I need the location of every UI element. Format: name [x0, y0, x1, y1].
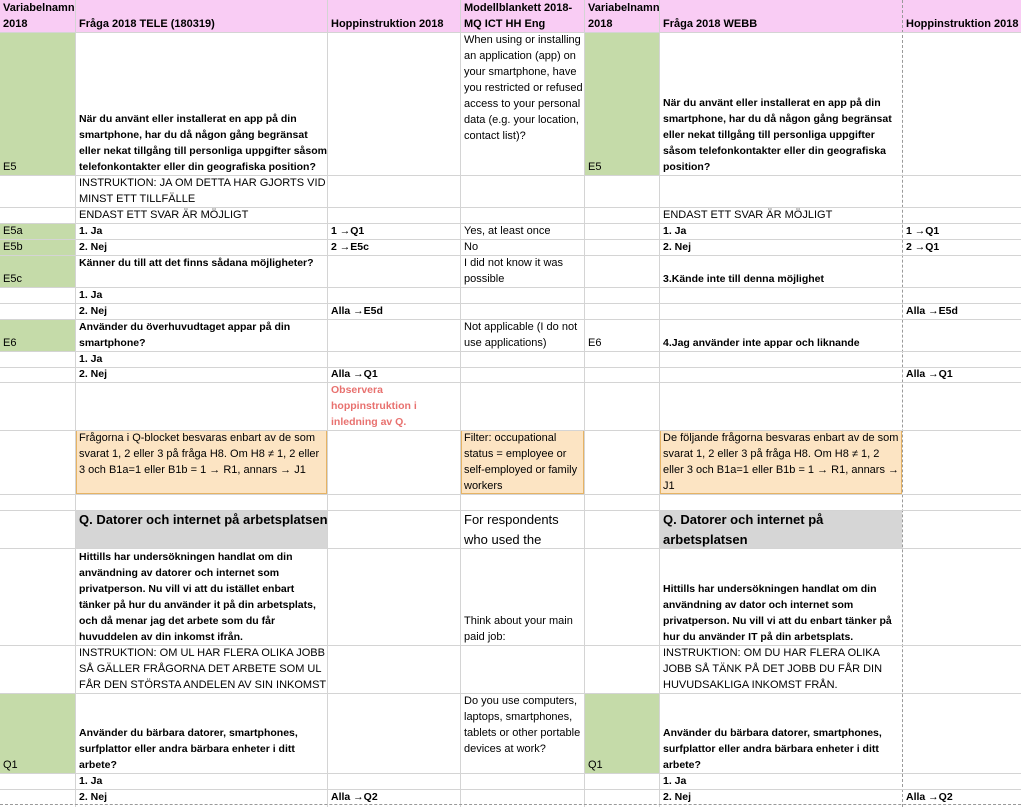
- cell-e5-var-2: E5: [588, 161, 602, 173]
- filter-text-eng: Filter: occupational status = employee or self-employed or family workers: [464, 432, 578, 492]
- cell-e6-skip: Alla →Q1: [331, 368, 378, 380]
- instruction-2-webb: INSTRUKTION: OM DU HAR FLERA OLIKA JOBB SÅ TÄNK PÅ DET JOBB DU FÅR DIN HUVUDSAKLIGA INKOMST FRÅN.: [663, 647, 883, 691]
- cell-e5a-webb: 1. Ja: [663, 225, 687, 237]
- cell-e5-question-webb: När du använt eller installerat en app på din smartphone, har du då någon gång begränsat eller nekat tillgång till personliga uppgifter såsom telefonkontakter eller din geografiska position?: [663, 97, 892, 173]
- cell-q1-skip: Alla →Q2: [331, 791, 378, 803]
- cell-instruction-1: INSTRUKTION: JA OM DETTA HAR GJORTS VID MINST ETT TILLFÄLLE: [79, 177, 326, 205]
- cell-q1-nej: 2. Nej: [79, 791, 108, 803]
- cell-endast-webb: ENDAST ETT SVAR ÄR MÖJLIGT: [663, 209, 833, 221]
- cell-q1-var: Q1: [3, 759, 18, 771]
- instruction-2-tele: INSTRUKTION: OM UL HAR FLERA OLIKA JOBB SÅ GÄLLER FRÅGORNA DET ARBETE SOM UL FÅR DEN STÖRSTA ANDELEN AV SIN INKOMST: [79, 647, 327, 691]
- cell-e5a-var: E5a: [3, 225, 23, 237]
- header-variable-name: Variabelnamn 2018: [3, 2, 75, 30]
- cell-e5c-nej: 2. Nej: [79, 305, 108, 317]
- cell-e5c-webb: 3.Kände inte till denna möjlighet: [663, 273, 825, 285]
- section-title-webb: Q. Datorer och internet på arbetsplatsen: [663, 512, 824, 547]
- cell-q1-question-eng: Do you use computers, laptops, smartphones, tablets or other portable devices at work?: [464, 695, 581, 755]
- cell-e5c-skip-2: Alla →E5d: [906, 305, 958, 317]
- cell-e6-var: E6: [3, 337, 17, 349]
- cell-q1-nej-webb: 2. Nej: [663, 791, 692, 803]
- section-title-tele: Q. Datorer och internet på arbetsplatsen: [79, 512, 328, 527]
- cell-e5a-skip-2: 1 →Q1: [906, 225, 940, 237]
- filter-text-tele: Frågorna i Q-blocket besvaras enbart av de som svarat 1, 2 eller 3 på fråga H8. Om H8 ≠ 1, 2 eller 3 och B1a=1 eller B1b = 1 → R1, annars → J1: [79, 432, 320, 476]
- intro-text-webb: Hittills har undersökningen handlat om din användning av dator och internet som privatperson. Nu vill vi att du enbart tänker på hur du använder IT på din arbetsplats.: [663, 583, 892, 643]
- header-variable-name-2: Variabelnamn 2018: [588, 2, 660, 30]
- intro-text-tele: Hittills har undersökningen handlat om din användning av datorer och internet som privatperson. Nu vill vi att du istället enbart tänker på hur du använder it på din arbetsplats, och då menar jag det arbete som du får huvuddelen av din inkomst ifrån.: [79, 551, 316, 643]
- cell-e5b-answer: 2. Nej: [79, 241, 108, 253]
- gridline-row: [0, 494, 1021, 495]
- cell-q1-question-webb: Använder du bärbara datorer, smartphones, surfplattor eller andra bärbara enheter i ditt arbete?: [663, 727, 882, 771]
- cell-e5c-ja: 1. Ja: [79, 289, 103, 301]
- cell-q1-ja-webb: 1. Ja: [663, 775, 687, 787]
- cell-e6-question: Använder du överhuvudtaget appar på din smartphone?: [79, 321, 291, 349]
- cell-e5b-webb: 2. Nej: [663, 241, 692, 253]
- cell-e5c-question: Känner du till att det finns sådana möjligheter?: [79, 257, 314, 269]
- cell-e5a-eng: Yes, at least once: [464, 225, 551, 237]
- cell-e5c-skip: Alla →E5d: [331, 305, 383, 317]
- header-question-webb: Fråga 2018 WEBB: [663, 18, 758, 30]
- cell-e5b-skip-2: 2 →Q1: [906, 241, 940, 253]
- cell-e6-webb: 4.Jag använder inte appar och liknande: [663, 337, 860, 349]
- section-title-eng: For respondents who used the: [464, 512, 559, 547]
- cell-e6-skip-2: Alla →Q1: [906, 368, 953, 380]
- cell-e5-question-eng: When using or installing an application (app) on your smartphone, have you restricted or refused access to your personal data (e.g. your location, contact list)?: [464, 34, 583, 142]
- cell-e5c-var: E5c: [3, 273, 22, 285]
- header-model-form: Modellblankett 2018- MQ ICT HH Eng: [464, 2, 573, 30]
- cell-e5c-eng: I did not know it was possible: [464, 257, 564, 285]
- cell-e5b-var: E5b: [3, 241, 23, 253]
- cell-e5b-eng: No: [464, 241, 479, 253]
- header-skip-instruction: Hoppinstruktion 2018: [331, 18, 444, 30]
- cell-q1-var-2: Q1: [588, 759, 603, 771]
- cell-e6-eng: Not applicable (I do not use applications): [464, 321, 578, 349]
- cell-q1-ja: 1. Ja: [79, 775, 103, 787]
- cell-endast-tele: ENDAST ETT SVAR ÄR MÖJLIGT: [79, 209, 249, 221]
- intro-text-eng: Think about your main paid job:: [464, 615, 573, 643]
- cell-e5-question-tele: När du använt eller installerat en app på din smartphone, har du då någon gång begränsat eller nekat tillgång till personliga uppgifter såsom telefonkontakter eller din geografiska position?: [79, 113, 327, 173]
- cell-q1-question-tele: Använder du bärbara datorer, smartphones, surfplattor eller andra bärbara enheter i ditt arbete?: [79, 727, 298, 771]
- gridline-row: [0, 382, 1021, 383]
- header-skip-instruction-2: Hoppinstruktion 2018: [906, 18, 1019, 30]
- cell-e5a-skip: 1 →Q1: [331, 225, 365, 237]
- cell-e6-ja: 1. Ja: [79, 353, 103, 365]
- cell-e5b-skip: 2 →E5c: [331, 241, 369, 253]
- header-question-tele: Fråga 2018 TELE (180319): [79, 18, 215, 30]
- observe-note: Observera hoppinstruktion i inledning av Q.: [331, 384, 417, 428]
- filter-text-webb: De följande frågorna besvaras enbart av de som svarat 1, 2 eller 3 på fråga H8. Om H8 ≠ 1, 2 eller 3 och B1a=1 eller B1b = 1 → R1, annars → J1: [663, 432, 900, 492]
- cell-q1-skip-2: Alla →Q2: [906, 791, 953, 803]
- cell-e6-var-2: E6: [588, 337, 602, 349]
- cell-e5-var: E5: [3, 161, 17, 173]
- cell-e5a-answer: 1. Ja: [79, 225, 103, 237]
- cell-e6-nej: 2. Nej: [79, 368, 108, 380]
